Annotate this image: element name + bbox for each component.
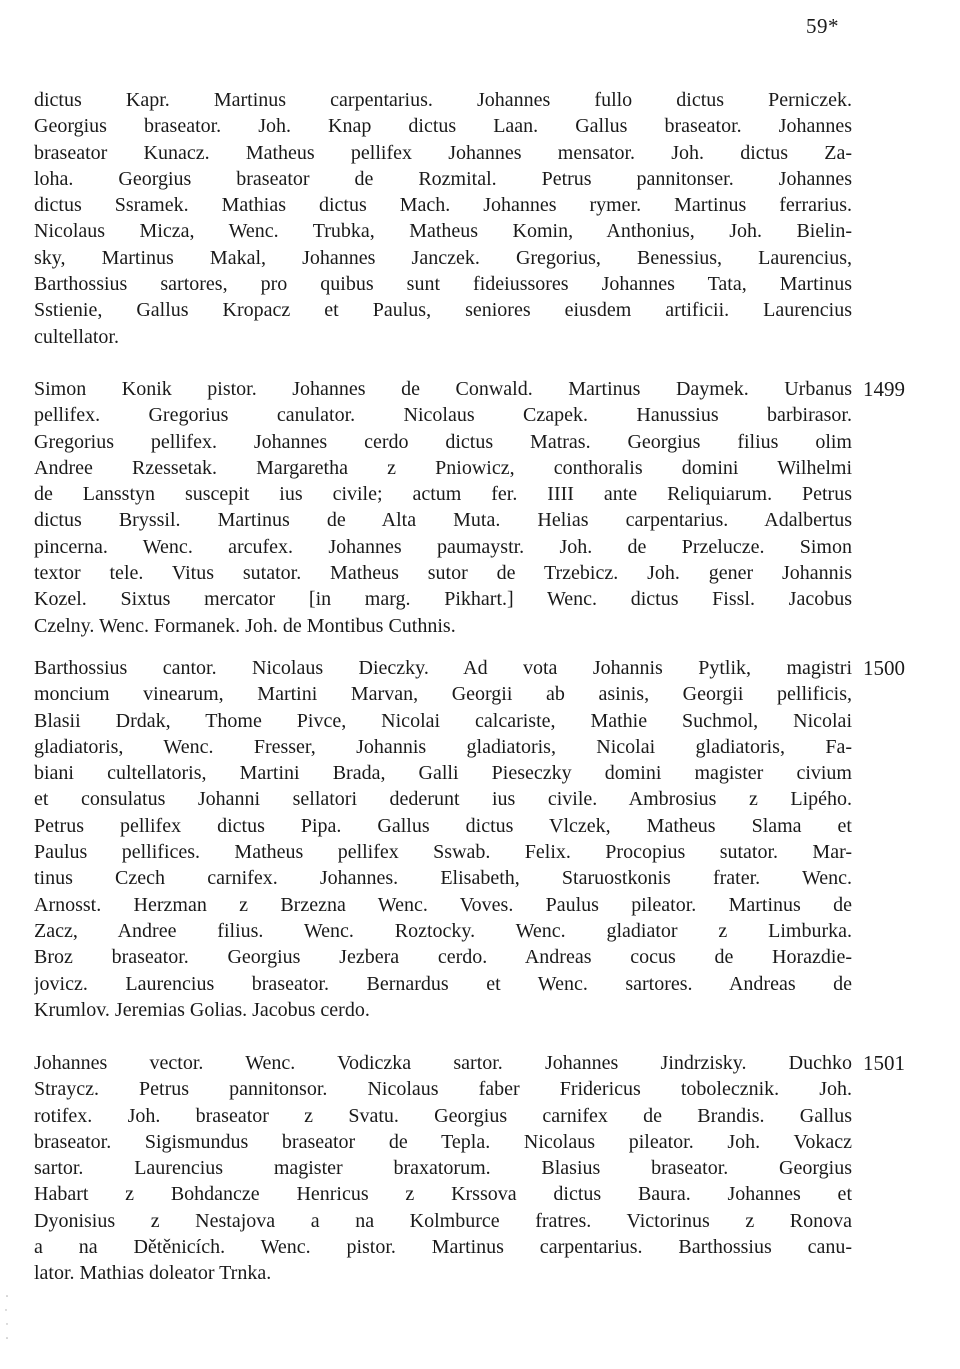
text-line: Andree Rzessetak. Margaretha z Pniowicz, conthoralis domini Wilhelmi bbox=[34, 456, 852, 479]
text-line: Straycz. Petrus pannitonsor. Nicolaus faber Fridericus tobolecznik. Joh. bbox=[34, 1078, 852, 1101]
text-line: Zacz, Andree filius. Wenc. Roztocky. Wenc. gladiator z Limburka. bbox=[34, 919, 852, 942]
margin-specks bbox=[4, 1290, 10, 1350]
text-line: Czelny. Wenc. Formanek. Joh. de Montibus Cuthnis. bbox=[34, 614, 456, 637]
text-line: loha. Georgius braseator de Rozmital. Petrus pannitonser. Johannes bbox=[34, 167, 852, 190]
text-line: Blasii Drdak, Thome Pivce, Nicolai calcariste, Mathie Suchmol, Nicolai bbox=[34, 709, 852, 732]
text-line: Johannes vector. Wenc. Vodiczka sartor. Johannes Jindrzisky. Duchko bbox=[34, 1052, 852, 1074]
text-line: Kozel. Sixtus mercator [in marg. Pikhart.] Wenc. dictus Fissl. Jacobus bbox=[34, 588, 852, 611]
text-line: a na Dětěnicích. Wenc. pistor. Martinus carpentarius. Barthossius canu- bbox=[34, 1236, 852, 1259]
text-line: lator. Mathias doleator Trnka. bbox=[34, 1262, 272, 1285]
text-line: braseator. Sigismundus braseator de Tepla. Nicolaus pileator. Joh. Vokacz bbox=[34, 1130, 852, 1153]
text-line: sky, Martinus Makal, Johannes Janczek. Gregorius, Benessius, Laurencius, bbox=[34, 246, 852, 269]
text-line: cultellator. bbox=[34, 325, 119, 348]
text-line: tinus Czech carnifex. Johannes. Elisabeth, Staruostkonis frater. Wenc. bbox=[34, 867, 852, 890]
text-line: braseator Kunacz. Matheus pellifex Johannes mensator. Joh. dictus Za- bbox=[34, 141, 852, 164]
text-line: Habart z Bohdancze Henricus z Krssova dictus Baura. Johannes et bbox=[34, 1183, 852, 1206]
text-line: Dyonisius z Nestajova a na Kolmburce fratres. Victorinus z Ronova bbox=[34, 1209, 852, 1232]
text-line: Barthossius sartores, pro quibus sunt fideiussores Johannes Tata, Martinus bbox=[34, 273, 852, 296]
text-line: Sstienie, Gallus Kropacz et Paulus, seniores eiusdem artificii. Laurencius bbox=[34, 299, 852, 322]
text-line: de Lansstyn suscepit ius civile; actum fer. IIII ante Reliquiarum. Petrus bbox=[34, 483, 852, 506]
year-marginal-note: 1499 bbox=[863, 377, 905, 401]
text-line: Paulus pellifices. Matheus pellifex Sswab. Felix. Procopius sutator. Mar- bbox=[34, 841, 852, 864]
text-line: rotifex. Joh. braseator z Svatu. Georgius carnifex de Brandis. Gallus bbox=[34, 1104, 852, 1127]
text-line: dictus Ssramek. Mathias dictus Mach. Johannes rymer. Martinus ferrarius. bbox=[34, 194, 852, 217]
text-line: Nicolaus Micza, Wenc. Trubka, Matheus Komin, Anthonius, Joh. Bielin- bbox=[34, 220, 852, 243]
paragraph-block bbox=[34, 655, 852, 1023]
text-line: moncium vinearum, Martini Marvan, Georgii ab asinis, Georgii pellificis, bbox=[34, 683, 852, 706]
text-line: Simon Konik pistor. Johannes de Conwald. Martinus Daymek. Urbanus bbox=[34, 378, 852, 400]
text-line: dictus Kapr. Martinus carpentarius. Johannes fullo dictus Perniczek. bbox=[34, 89, 852, 111]
text-line: Arnosst. Herzman z Brzezna Wenc. Voves. Paulus pileator. Martinus de bbox=[34, 893, 852, 916]
page-number: 59* bbox=[806, 14, 839, 38]
paragraph-block bbox=[34, 376, 852, 639]
text-line: sartor. Laurencius magister braxatorum. Blasius braseator. Georgius bbox=[34, 1157, 852, 1180]
paragraph-block bbox=[34, 87, 852, 350]
text-line: textor tele. Vitus sutator. Matheus sutor de Trzebicz. Joh. gener Johannis bbox=[34, 562, 852, 585]
text-line: Gregorius pellifex. Johannes cerdo dictus Matras. Georgius filius olim bbox=[34, 430, 852, 453]
text-line: gladiatoris, Wenc. Fresser, Johannis gladiatoris, Nicolai gladiatoris, Fa- bbox=[34, 735, 852, 758]
text-line: pellifex. Gregorius canulator. Nicolaus Czapek. Hanussius barbirasor. bbox=[34, 404, 852, 427]
text-line: Broz braseator. Georgius Jezbera cerdo. Andreas cocus de Horazdie- bbox=[34, 946, 852, 969]
year-marginal-note: 1501 bbox=[863, 1051, 905, 1075]
year-marginal-note: 1500 bbox=[863, 656, 905, 680]
paragraph-block bbox=[34, 1050, 852, 1287]
text-line: et consulatus Johanni sellatori dederunt ius civile. Ambrosius z Lipého. bbox=[34, 788, 852, 811]
text-line: Krumlov. Jeremias Golias. Jacobus cerdo. bbox=[34, 998, 370, 1021]
text-line: Georgius braseator. Joh. Knap dictus Laan. Gallus braseator. Johannes bbox=[34, 115, 852, 138]
text-line: pincerna. Wenc. arcufex. Johannes paumaystr. Joh. de Przelucze. Simon bbox=[34, 535, 852, 558]
text-line: Barthossius cantor. Nicolaus Dieczky. Ad vota Johannis Pytlik, magistri bbox=[34, 657, 852, 679]
text-line: jovicz. Laurencius braseator. Bernardus et Wenc. sartores. Andreas de bbox=[34, 972, 852, 995]
text-line: dictus Bryssil. Martinus de Alta Muta. Helias carpentarius. Adalbertus bbox=[34, 509, 852, 532]
text-line: Petrus pellifex dictus Pipa. Gallus dictus Vlczek, Matheus Slama et bbox=[34, 814, 852, 837]
text-line: biani cultellatoris, Martini Brada, Galli Pieseczky domini magister civium bbox=[34, 762, 852, 785]
